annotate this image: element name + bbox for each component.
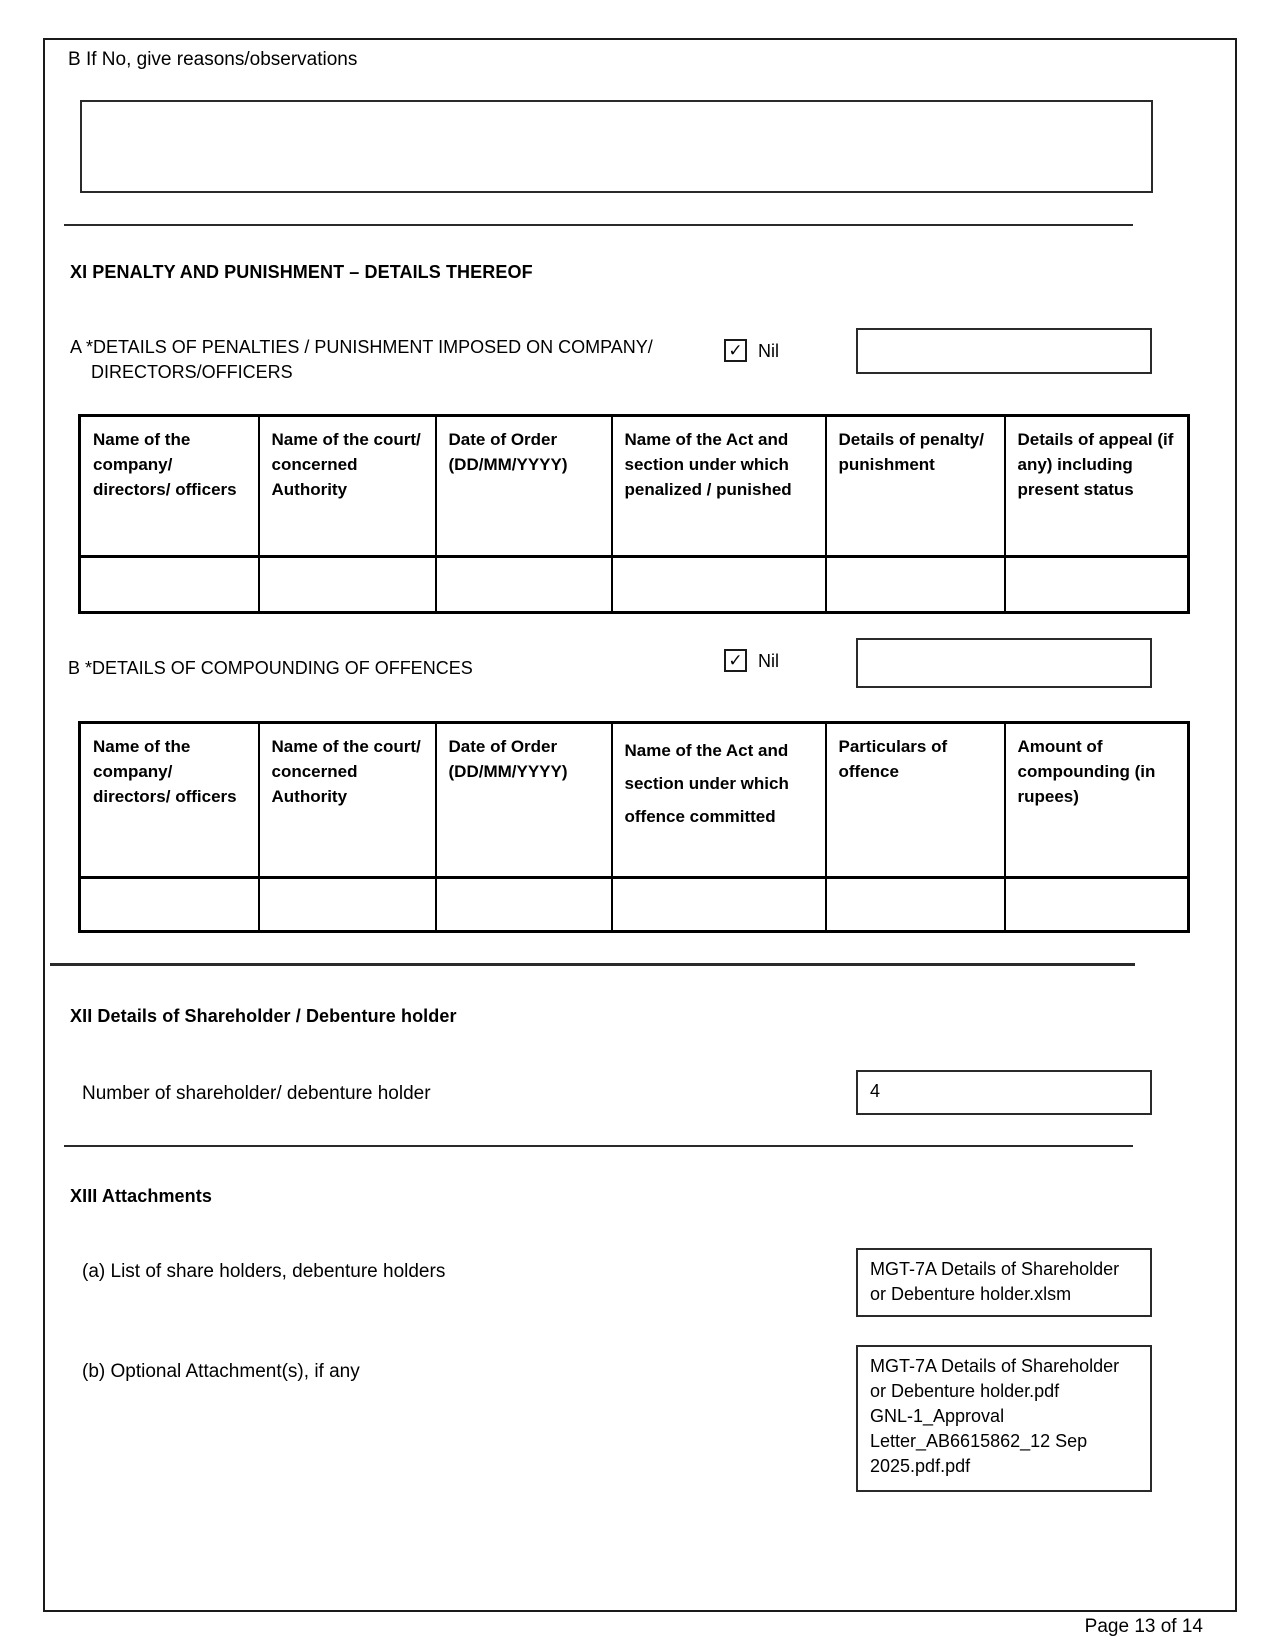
col-header-court: Name of the court/ concerned Authority <box>259 416 436 557</box>
table-cell[interactable] <box>612 557 826 613</box>
col-header-act-section: Name of the Act and section under which penalized / punished <box>612 416 826 557</box>
col-header-date-of-order: Date of Order (DD/MM/YYYY) <box>436 416 612 557</box>
table-cell[interactable] <box>826 557 1005 613</box>
col-header-compounding-amount: Amount of compounding (in rupees) <box>1005 723 1189 878</box>
penalties-nil-label: Nil <box>758 341 779 361</box>
attachment-a-files-box[interactable] <box>856 1248 1152 1317</box>
table-cell[interactable] <box>612 878 826 932</box>
compounding-table <box>78 721 1190 933</box>
col-header-appeal-details: Details of appeal (if any) including present status <box>1005 416 1189 557</box>
section-divider <box>64 1145 1133 1147</box>
penalties-table-header-row <box>80 416 1189 557</box>
col-header-company: Name of the company/ directors/ officers <box>80 723 259 878</box>
compounding-table-empty-row <box>80 878 1189 932</box>
section-xiii-heading: XIII Attachments <box>70 1186 212 1206</box>
table-cell[interactable] <box>1005 878 1189 932</box>
table-cell[interactable] <box>80 878 259 932</box>
compounding-table-header-row <box>80 723 1189 878</box>
attachment-b-files-box[interactable] <box>856 1345 1152 1492</box>
penalties-details-label-line2: DIRECTORS/OFFICERS <box>91 362 293 382</box>
compounding-nil-checkbox[interactable] <box>724 649 747 672</box>
attachment-file-name[interactable]: GNL-1_Approval Letter_AB6615862_12 Sep 2025.pdf.pdf <box>870 1406 1088 1476</box>
page-number-label: Page 13 of 14 <box>1084 1616 1203 1637</box>
reasons-observations-input[interactable] <box>80 100 1153 193</box>
if-no-reasons-label: B If No, give reasons/observations <box>68 49 358 70</box>
compounding-details-label: B *DETAILS OF COMPOUNDING OF OFFENCES <box>68 658 473 678</box>
section-xi-heading: XI PENALTY AND PUNISHMENT – DETAILS THEREOF <box>70 262 533 282</box>
attachment-file-name[interactable]: MGT-7A Details of Shareholder or Debenture holder.pdf <box>870 1356 1120 1401</box>
penalties-details-label-line1: A *DETAILS OF PENALTIES / PUNISHMENT IMPOSED ON COMPANY/ <box>70 337 653 357</box>
table-cell[interactable] <box>436 878 612 932</box>
col-header-act-section-offence: Name of the Act and section under which offence committed <box>612 723 826 878</box>
compounding-nil-label: Nil <box>758 651 779 671</box>
penalties-table <box>78 414 1190 614</box>
checkmark-icon: ✓ <box>728 340 743 360</box>
section-divider <box>50 963 1135 966</box>
table-cell[interactable] <box>80 557 259 613</box>
table-cell[interactable] <box>259 878 436 932</box>
section-xii-heading: XII Details of Shareholder / Debenture holder <box>70 1006 457 1026</box>
col-header-particulars-offence: Particulars of offence <box>826 723 1005 878</box>
section-divider <box>64 224 1133 226</box>
table-cell[interactable] <box>1005 557 1189 613</box>
col-header-date-of-order: Date of Order (DD/MM/YYYY) <box>436 723 612 878</box>
col-header-court: Name of the court/ concerned Authority <box>259 723 436 878</box>
shareholder-count-label: Number of shareholder/ debenture holder <box>82 1083 431 1104</box>
col-header-penalty-details: Details of penalty/ punishment <box>826 416 1005 557</box>
table-cell[interactable] <box>826 878 1005 932</box>
attachment-file-name[interactable]: MGT-7A Details of Shareholder or Debenture holder.xlsm <box>870 1259 1120 1304</box>
penalties-details-input[interactable] <box>856 328 1152 374</box>
form-page-border <box>43 38 1237 1612</box>
table-cell[interactable] <box>259 557 436 613</box>
penalties-nil-checkbox[interactable] <box>724 339 747 362</box>
col-header-company: Name of the company/ directors/ officers <box>80 416 259 557</box>
checkmark-icon: ✓ <box>728 650 743 670</box>
penalties-table-empty-row <box>80 557 1189 613</box>
compounding-details-input[interactable] <box>856 638 1152 688</box>
attachment-a-label: (a) List of share holders, debenture holders <box>82 1261 446 1282</box>
table-cell[interactable] <box>436 557 612 613</box>
shareholder-count-input[interactable]: 4 <box>856 1070 1152 1115</box>
attachment-b-label: (b) Optional Attachment(s), if any <box>82 1361 360 1382</box>
